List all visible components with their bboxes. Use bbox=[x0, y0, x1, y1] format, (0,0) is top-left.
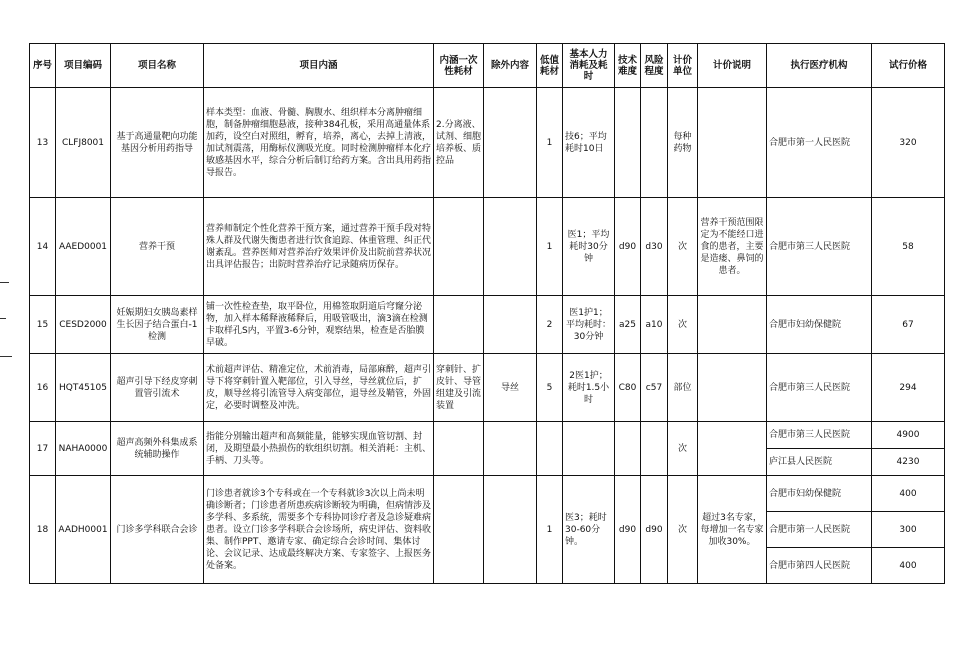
trial-price: 320 bbox=[872, 88, 945, 198]
table-row bbox=[30, 198, 945, 296]
low-value-consumables: 2 bbox=[537, 296, 563, 354]
institution: 合肥市第四人民医院 bbox=[767, 548, 872, 584]
excluded-items bbox=[484, 198, 537, 296]
header-cell: 试行价格 bbox=[872, 44, 945, 88]
excluded-items bbox=[484, 88, 537, 198]
header-cell: 计价单位 bbox=[668, 44, 698, 88]
header-row bbox=[30, 44, 945, 88]
row-number: 14 bbox=[30, 198, 56, 296]
labor-time bbox=[563, 422, 615, 476]
risk-level: d30 bbox=[641, 198, 668, 296]
header-cell: 风险程度 bbox=[641, 44, 668, 88]
item-name: 门诊多学科联合会诊 bbox=[111, 476, 204, 584]
consumables: 穿刺针、扩皮针、导管组建及引流装置 bbox=[434, 354, 484, 422]
trial-price: 300 bbox=[872, 512, 945, 548]
item-code: NAHA0000 bbox=[56, 422, 111, 476]
item-code: CESD2000 bbox=[56, 296, 111, 354]
trial-price: 4230 bbox=[872, 449, 945, 476]
tech-difficulty: a25 bbox=[615, 296, 641, 354]
row-number: 17 bbox=[30, 422, 56, 476]
institution: 合肥市妇幼保健院 bbox=[767, 476, 872, 512]
table-row bbox=[30, 354, 945, 422]
item-name: 妊娠期妇女胰岛素样生长因子结合蛋白-1检测 bbox=[111, 296, 204, 354]
pricing-unit: 次 bbox=[668, 296, 698, 354]
tech-difficulty bbox=[615, 88, 641, 198]
risk-level: c57 bbox=[641, 354, 668, 422]
tech-difficulty: d90 bbox=[615, 198, 641, 296]
low-value-consumables: 5 bbox=[537, 354, 563, 422]
pricing-unit: 次 bbox=[668, 198, 698, 296]
tech-difficulty: d90 bbox=[615, 476, 641, 584]
item-code: HQT45105 bbox=[56, 354, 111, 422]
excluded-items bbox=[484, 476, 537, 584]
pricing-note bbox=[698, 422, 767, 476]
row-number: 15 bbox=[30, 296, 56, 354]
labor-time: 医1；平均耗时30分钟 bbox=[563, 198, 615, 296]
consumables bbox=[434, 296, 484, 354]
item-content: 指能分别输出超声和高频能量，能够实现血管切割、封闭，及期望最小热损伤的软组织切割。相关消耗：主机、手柄、刀头等。 bbox=[204, 422, 434, 476]
risk-level: a10 bbox=[641, 296, 668, 354]
risk-level bbox=[641, 88, 668, 198]
table-row bbox=[30, 476, 945, 512]
header-cell: 内涵一次性耗材 bbox=[434, 44, 484, 88]
pricing-unit: 次 bbox=[668, 422, 698, 476]
low-value-consumables bbox=[537, 422, 563, 476]
institution: 庐江县人民医院 bbox=[767, 449, 872, 476]
excluded-items: 导丝 bbox=[484, 354, 537, 422]
pricing-note bbox=[698, 296, 767, 354]
table-row bbox=[30, 88, 945, 198]
consumables: 2.分离液、试剂、细胞培养板、质控品 bbox=[434, 88, 484, 198]
risk-level: d90 bbox=[641, 476, 668, 584]
excluded-items bbox=[484, 422, 537, 476]
table-row bbox=[30, 422, 945, 449]
header-cell: 项目编码 bbox=[56, 44, 111, 88]
item-name: 超声引导下经皮穿刺置管引流术 bbox=[111, 354, 204, 422]
header-cell: 序号 bbox=[30, 44, 56, 88]
header-cell: 基本人力消耗及耗时 bbox=[563, 44, 615, 88]
header-cell: 计价说明 bbox=[698, 44, 767, 88]
trial-price: 4900 bbox=[872, 422, 945, 449]
institution: 合肥市第一人民医院 bbox=[767, 88, 872, 198]
header-cell: 项目内涵 bbox=[204, 44, 434, 88]
item-content: 术前超声评估、精准定位，术前消毒，局部麻醉，超声引导下将穿刺针置入靶部位，引入导丝，导丝就位后，扩皮，顺导丝将引流管导入病变部位，退导丝及鞘管，外固定，必要时调整及冲洗。 bbox=[204, 354, 434, 422]
item-code: AADH0001 bbox=[56, 476, 111, 584]
trial-price: 294 bbox=[872, 354, 945, 422]
institution: 合肥市妇幼保健院 bbox=[767, 296, 872, 354]
header-cell: 技术难度 bbox=[615, 44, 641, 88]
consumables bbox=[434, 476, 484, 584]
pricing-unit: 部位 bbox=[668, 354, 698, 422]
scan-edge-mark bbox=[0, 356, 12, 357]
pricing-note bbox=[698, 354, 767, 422]
consumables bbox=[434, 422, 484, 476]
consumables bbox=[434, 198, 484, 296]
excluded-items bbox=[484, 296, 537, 354]
row-number: 16 bbox=[30, 354, 56, 422]
pricing-note: 超过3名专家，每增加一名专家加收30%。 bbox=[698, 476, 767, 584]
header-cell: 项目名称 bbox=[111, 44, 204, 88]
item-content: 门诊患者就诊3个专科或在一个专科就诊3次以上尚未明确诊断者；门诊患者所患疾病诊断较为明确，但病情涉及多学科、多系统，需要多个专科协同诊疗者及急诊疑难病患者。设立门诊多学科联合会诊场所，病史评估、资料收集、制作PPT、邀请专家、确定综合会诊时间、集体讨论、会议记录、达成最终解决方案、专家签字、上报医务处备案。 bbox=[204, 476, 434, 584]
header-cell: 执行医疗机构 bbox=[767, 44, 872, 88]
risk-level bbox=[641, 422, 668, 476]
item-name: 超声高频外科集成系统辅助操作 bbox=[111, 422, 204, 476]
header-cell: 低值耗材 bbox=[537, 44, 563, 88]
institution: 合肥市第三人民医院 bbox=[767, 198, 872, 296]
item-name: 营养干预 bbox=[111, 198, 204, 296]
trial-price: 58 bbox=[872, 198, 945, 296]
table-row bbox=[30, 296, 945, 354]
low-value-consumables: 1 bbox=[537, 88, 563, 198]
item-content: 营养师制定个性化营养干预方案，通过营养干预手段对特殊人群及代谢失衡患者进行饮食追踪、体重管理、纠正代谢紊乱。营养医师对营养治疗效果评价及出院前营养状况出具评估报告；出院时营养治疗记录随病历保存。 bbox=[204, 198, 434, 296]
price-table bbox=[29, 43, 945, 584]
trial-price: 400 bbox=[872, 476, 945, 512]
pricing-unit: 次 bbox=[668, 476, 698, 584]
row-number: 18 bbox=[30, 476, 56, 584]
item-code: CLFJ8001 bbox=[56, 88, 111, 198]
item-content: 铺一次性检查垫，取平卧位，用棉签取阴道后穹窿分泌物，加入样本稀释液稀释后，用吸管吸出，滴3滴在检测卡取样孔S内，平置3-6分钟，观察结果，检查是否胎膜早破。 bbox=[204, 296, 434, 354]
labor-time: 2医1护；耗时1.5小时 bbox=[563, 354, 615, 422]
low-value-consumables: 1 bbox=[537, 476, 563, 584]
scan-edge-mark bbox=[0, 318, 6, 319]
trial-price: 67 bbox=[872, 296, 945, 354]
low-value-consumables: 1 bbox=[537, 198, 563, 296]
tech-difficulty bbox=[615, 422, 641, 476]
item-content: 样本类型：血液、骨髓、胸腹水、组织样本分离肿瘤细胞，制备肿瘤细胞悬液，接种384孔板，采用高通量体系加药，设空白对照组，孵育，培养，离心，去掉上清液，加试剂震荡，用酶标仪测吸光度。同时检测肿瘤样本化疗敏感基因水平，综合分析后制订给药方案。含出具用药指导报告。 bbox=[204, 88, 434, 198]
item-name: 基于高通量靶向功能基因分析用药指导 bbox=[111, 88, 204, 198]
scan-edge-mark bbox=[0, 282, 9, 283]
labor-time: 医3；耗时30-60分钟。 bbox=[563, 476, 615, 584]
institution: 合肥市第一人民医院 bbox=[767, 512, 872, 548]
institution: 合肥市第三人民医院 bbox=[767, 422, 872, 449]
tech-difficulty: C80 bbox=[615, 354, 641, 422]
pricing-note: 营养干预范围限定为不能经口进食的患者，主要是造瘘、鼻饲的患者。 bbox=[698, 198, 767, 296]
pricing-unit: 每种药物 bbox=[668, 88, 698, 198]
trial-price: 400 bbox=[872, 548, 945, 584]
labor-time: 技6；平均耗时10日 bbox=[563, 88, 615, 198]
row-number: 13 bbox=[30, 88, 56, 198]
institution: 合肥市第三人民医院 bbox=[767, 354, 872, 422]
pricing-note bbox=[698, 88, 767, 198]
item-code: AAED0001 bbox=[56, 198, 111, 296]
header-cell: 除外内容 bbox=[484, 44, 537, 88]
labor-time: 医1护1；平均耗时：30分钟 bbox=[563, 296, 615, 354]
